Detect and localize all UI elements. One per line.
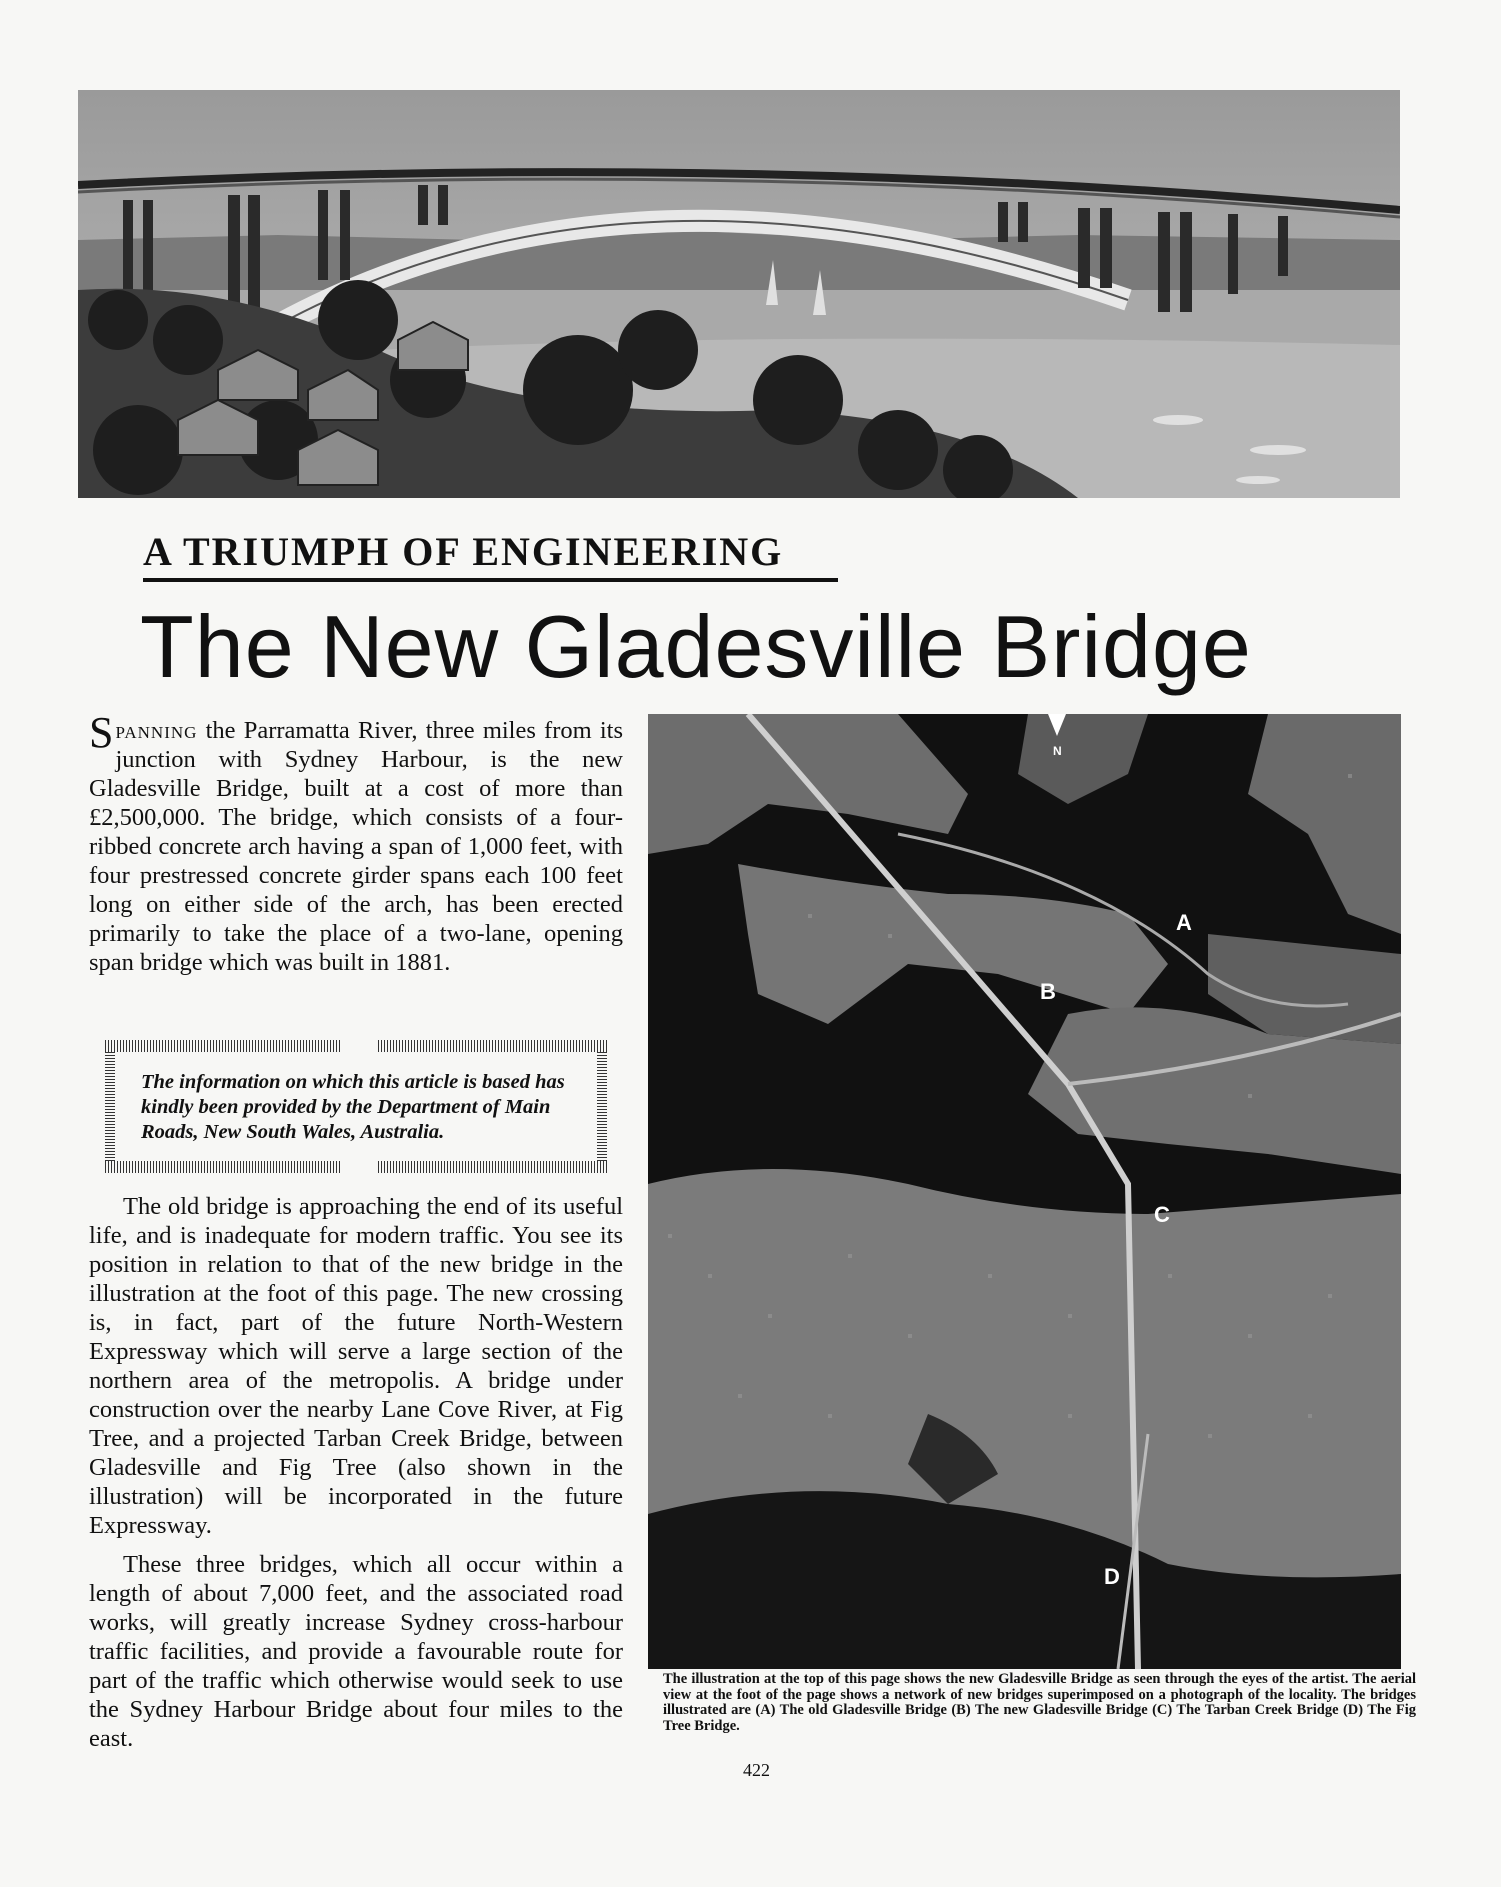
- box-border-right: [597, 1052, 607, 1161]
- article-kicker: A TRIUMPH OF ENGINEERING: [143, 530, 838, 582]
- page-number: 422: [743, 1760, 770, 1780]
- label-b-new-bridge: B: [1040, 979, 1056, 1004]
- north-indicator: N: [1053, 744, 1062, 758]
- paragraph-text: the Parramatta River, three miles from its junction with Sydney Harbour, is the new Gladesville Bridge, built at a cost of more than £2,500,000. The bridge, which consists of a four-ribbed concrete arch having a span of 1,000 feet, with four prestressed concrete girder spans each 100 feet long on either side of the arch, has been erected primarily to take the place of a two-lane, opening span bridge which was built in 1881.: [89, 717, 623, 976]
- lead-in: panning: [115, 717, 198, 744]
- bridge-illustration: [78, 90, 1400, 498]
- source-note-box: [105, 1040, 607, 1173]
- paragraph-text: These three bridges, which all occur within a length of about 7,000 feet, and the associated road works, will greatly increase Sydney cross-harbour traffic facilities, and provide a favourable route for part of the traffic which otherwise would seek to use the Sydney Harbour Bridge about four miles to the east.: [89, 1551, 623, 1752]
- article-paragraph-2: [89, 1192, 623, 1540]
- photo-caption: The illustration at the top of this page shows the new Gladesville Bridge as seen through the eyes of the artist. The aerial view at the foot of the page shows a network of new bridges superimposed on a photograph of the locality. The bridges illustrated are (A) The old Gladesville Bridge (B) The new Gladesville Bridge (C) The Tarban Creek Bridge (D) The Fig Tree Bridge.: [663, 1671, 1416, 1734]
- label-a-old-bridge: A: [1176, 910, 1192, 935]
- aerial-photo: [648, 714, 1401, 1669]
- label-d-fig-tree: D: [1104, 1564, 1120, 1589]
- paragraph-text: The old bridge is approaching the end of its useful life, and is inadequate for modern traffic. You see its position in relation to that of the new bridge in the illustration at the foot of this page. The new crossing is, in fact, part of the future North-Western Expressway which will serve a large section of the northern area of the metropolis. A bridge under construction over the nearby Lane Cove River, at Fig Tree, and a projected Tarban Creek Bridge, between Gladesville and Fig Tree (also shown in the illustration) will be incorporated in the future Expressway.: [89, 1193, 623, 1539]
- drop-cap: S: [89, 708, 114, 757]
- box-border-left: [105, 1052, 115, 1161]
- article-title: The New Gladesville Bridge: [140, 597, 1252, 696]
- box-border-bottom: [105, 1161, 607, 1173]
- article-paragraph-3: [89, 1550, 623, 1753]
- box-border-top: [105, 1040, 607, 1052]
- source-note: The information on which this article is based has kindly been provided by the Department of Main Roads, New South Wales, Australia.: [141, 1071, 565, 1143]
- article-paragraph-1: [89, 708, 623, 977]
- label-c-tarban-creek: C: [1154, 1202, 1170, 1227]
